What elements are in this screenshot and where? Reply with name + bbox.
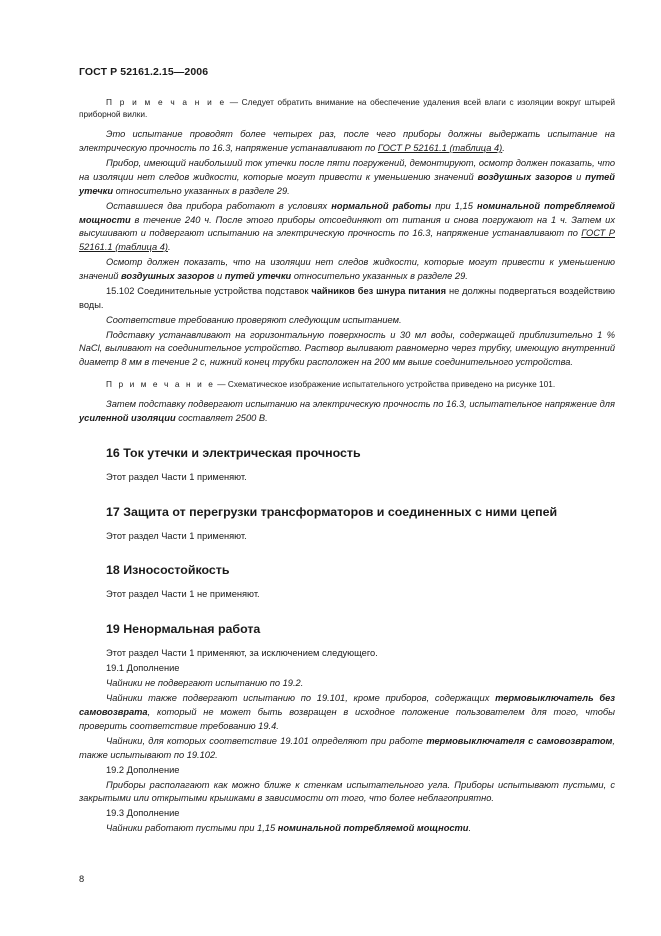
text: Затем подставку подвергают испытанию на электрическую прочность по 16.3, испытательное напряжение для (106, 399, 615, 410)
note-2 (79, 378, 615, 390)
paragraph-19-2: Приборы располагают как можно ближе к стенкам испытательного угла. Приборы испытывают пустыми, с закрытыми или открытыми крышками в зависимости от того, что более неблагоприятно. (79, 779, 615, 804)
term: чайников без шнура питания (311, 285, 447, 296)
subsection-19-3: 19.3 Дополнение (106, 808, 180, 819)
note-1 (79, 96, 615, 120)
term: путей утечки (224, 270, 292, 281)
section-18-title: 18 Износостойкость (106, 563, 230, 578)
text: Оставшиеся два прибора работают в условиях (106, 200, 332, 211)
text: Чайники также подвергают испытанию по 19.101, кроме приборов, содержащих (106, 693, 496, 704)
text: 15.102 Соединительные устройства подставок (106, 285, 312, 296)
note-text: — Следует обратить внимание на обеспечение удаления всей влаги с изоляции вокруг штырей приборной вилки. (79, 97, 615, 120)
term: нормальной работы (331, 200, 432, 211)
text: Чайники работают пустыми при 1,15 (106, 823, 278, 834)
section-19-title: 19 Ненормальная работа (106, 622, 261, 637)
document-header: ГОСТ Р 52161.2.15—2006 (79, 66, 209, 78)
term: номинальной потребляемой мощности (277, 823, 469, 834)
note-label: П р и м е ч а н и е (106, 97, 227, 107)
section-18-text: Этот раздел Части 1 не применяют. (106, 589, 260, 600)
paragraph-2 (79, 157, 615, 198)
paragraph-15-102 (79, 285, 615, 313)
section-16-text: Этот раздел Части 1 применяют. (106, 471, 247, 482)
paragraph-1 (79, 128, 615, 156)
paragraph-19-1-b (79, 692, 615, 733)
term: термовыключатель без самовозврата (79, 693, 615, 718)
standard-reference-link[interactable]: ГОСТ Р 52161.1 (таблица 4) (377, 143, 503, 154)
text: Чайники, для которых соответствие 19.101 определяют при работе (106, 735, 427, 746)
text: не должны подвергаться воздействию воды. (79, 285, 615, 310)
section-19-text: Этот раздел Части 1 применяют, за исключением следующего. (106, 648, 378, 659)
paragraph-6: Соответствие требованию проверяют следующим испытанием. (106, 314, 402, 325)
paragraph-8 (79, 398, 615, 426)
paragraph-4 (79, 256, 615, 284)
term: номинальной потребляемой мощности (79, 200, 615, 225)
paragraph-19-3 (79, 822, 615, 836)
text: , который не может быть возвращен в исходное положение пользователем для того, чтобы проверить соответствие требованию 19.4. (79, 707, 615, 731)
text: относительно указанных в разделе 29. (113, 185, 290, 196)
page-number: 8 (79, 874, 85, 884)
text: . (468, 823, 472, 834)
section-17-text: Этот раздел Части 1 применяют. (106, 530, 247, 541)
standard-reference-link[interactable]: ГОСТ Р 52161.1 (таблица 4) (79, 228, 615, 253)
subsection-19-2: 19.2 Дополнение (106, 764, 180, 775)
text: Прибор, имеющий наибольший ток утечки после пяти погружений, демонтируют, осмотр должен показать, что на изоляции нет следов жидкости, которые могут привести к уменьшению значений (79, 158, 615, 182)
term: термовыключателя с самовозвратом (426, 735, 613, 746)
note-text: — Схематическое изображение испытательного устройства приведено на рисунке 101. (214, 379, 556, 390)
text: . (502, 143, 505, 154)
term: воздушных зазоров (121, 270, 215, 281)
text: Это испытание проводят более четырех раз, после чего приборы должны выдержать испытание на электрическую прочность по 16.3, напряжение устанавливают по (79, 129, 615, 154)
paragraph-19-1-a: Чайники не подвергают испытанию по 19.2. (106, 678, 304, 689)
term: усиленной изоляции (79, 413, 176, 424)
section-16-title: 16 Ток утечки и электрическая прочность (106, 445, 361, 460)
text: . (167, 242, 171, 253)
paragraph-19-1-c (79, 735, 615, 763)
text: , также испытывают по 19.102. (79, 735, 615, 760)
term: воздушных зазоров (477, 171, 573, 182)
text: составляет 2500 В. (175, 413, 268, 424)
text: относительно указанных в разделе 29. (291, 270, 468, 281)
section-17-title: 17 Защита от перегрузки трансформаторов и соединенных с ними цепей (106, 504, 558, 519)
term: путей утечки (79, 171, 615, 196)
text: и (572, 171, 586, 182)
text: при 1,15 (431, 200, 477, 211)
text: Осмотр должен показать, что на изоляции нет следов жидкости, которые могут привести к уменьшению значений (79, 257, 615, 281)
page-content (79, 96, 615, 837)
paragraph-7: Подставку устанавливают на горизонтальную поверхность и 30 мл воды, содержащей приблизительно 1 % NaCl, выливают на соединительное устройство. Раствор выливают равномерно через трубку, имеющую внутренний диаметр 8 мм в течение 2 с, нижний конец трубки расположен на 200 мм выше соединительного устройства. (79, 329, 615, 368)
subsection-19-1: 19.1 Дополнение (106, 663, 180, 674)
paragraph-3 (79, 200, 615, 255)
note-label: П р и м е ч а н и е (106, 379, 215, 390)
text: и (214, 270, 225, 281)
text: в течение 240 ч. После этого приборы отсоединяют от питания и снова погружают на 1 ч. Затем их высушивают и подвергают испытанию на электрическую прочность по 16.3, напряжение устанавливают по (79, 214, 615, 239)
